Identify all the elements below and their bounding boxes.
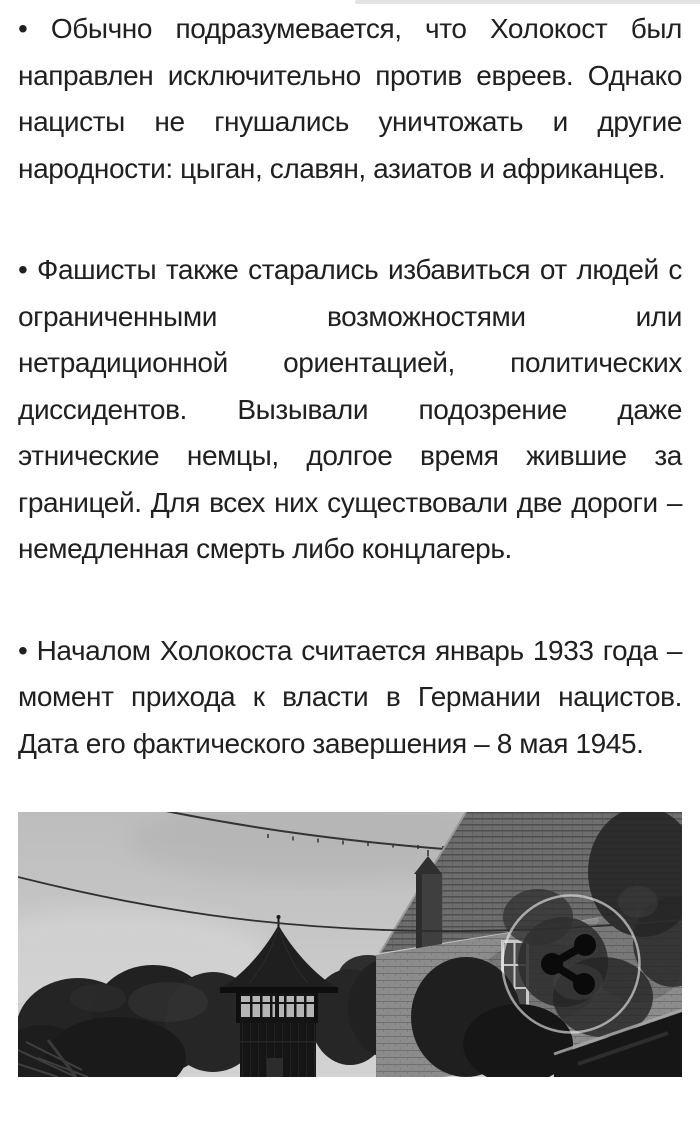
share-icon xyxy=(500,893,642,1035)
paragraph-3: • Началом Холокоста считается январь 1933 года – момент прихода к власти в Германии нацистов. Дата его фактического завершения – 8 мая 1945. xyxy=(18,634,682,759)
share-button[interactable] xyxy=(500,893,642,1035)
article-photo xyxy=(18,812,682,1077)
paragraph-1: • Обычно подразумевается, что Холокост был направлен исключительно против евреев. Однако нацисты не гнушались уничтожать и другие народности: цыган, славян, азиатов и африканцев. xyxy=(18,13,682,184)
paragraph-2: • Фашисты также старались избавиться от людей с ограниченными возможностями или нетрадиционной ориентацией, политических диссидентов. Вызывали подозрение даже этнические немцы, долгое время жившие за границей. Для всех них существовали две дороги – немедленная смерть либо концлагерь. xyxy=(18,254,682,564)
top-edge-remnant xyxy=(355,0,700,4)
